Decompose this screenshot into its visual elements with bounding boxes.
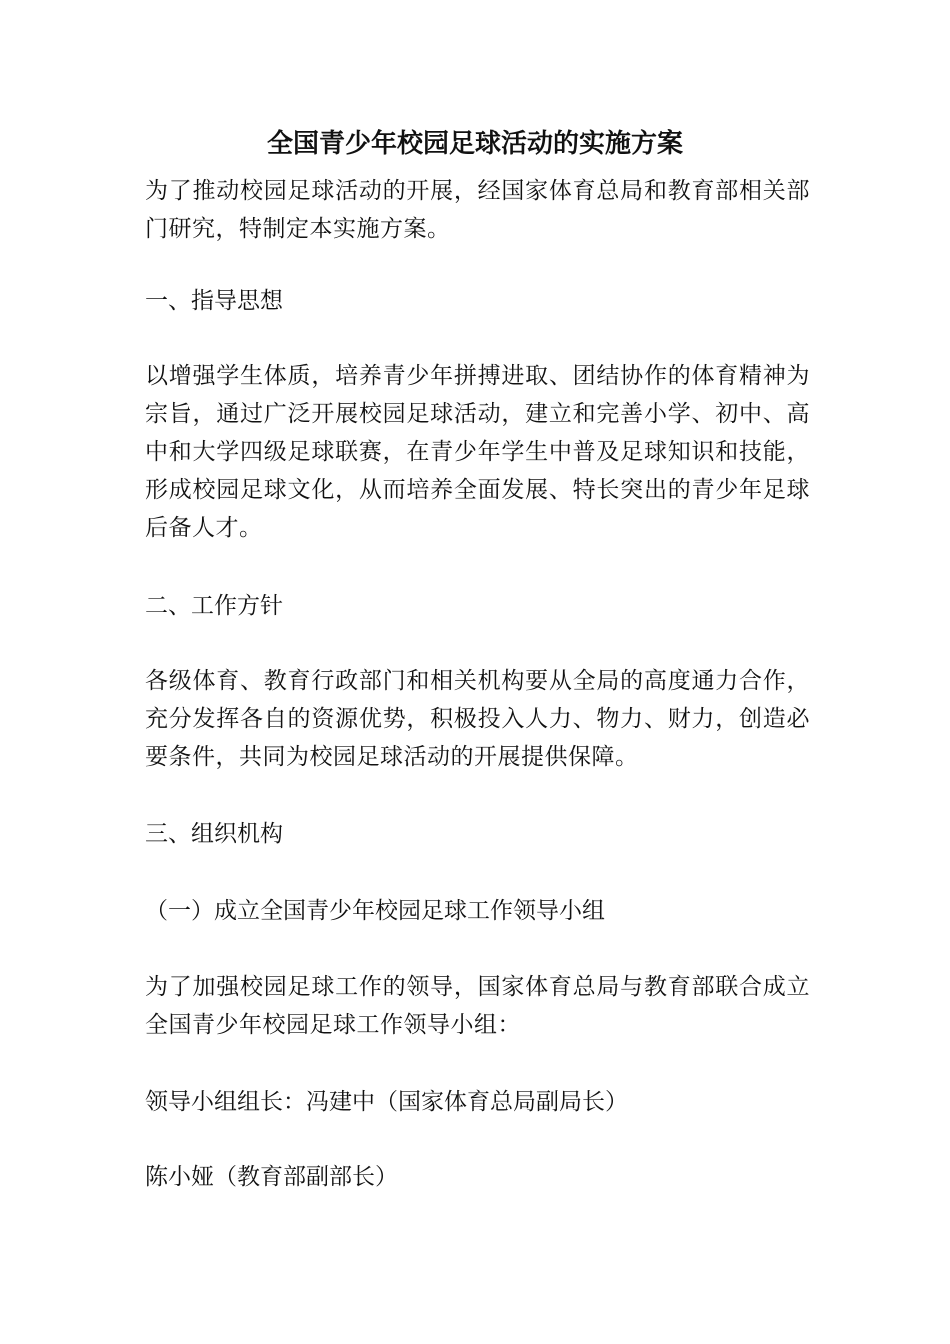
section-heading-organization: 三、组织机构 bbox=[145, 821, 283, 847]
leader-line: 领导小组组长：冯建中（国家体育总局副局长） bbox=[145, 1089, 628, 1115]
document-title: 全国青少年校园足球活动的实施方案 bbox=[266, 129, 683, 159]
section-body-work-policy: 各级体育、教育行政部门和相关机构要从全局的高度通力合作，充分发挥各自的资源优势，积极投入人力、物力、财力，创造必要条件，共同为校园足球活动的开展提供保障。 bbox=[145, 668, 810, 770]
section-heading-work-policy: 二、工作方针 bbox=[145, 593, 283, 619]
intro-paragraph: 为了推动校园足球活动的开展，经国家体育总局和教育部相关部门研究，特制定本实施方案。 bbox=[145, 178, 810, 242]
section-heading-guiding-thought: 一、指导思想 bbox=[145, 288, 283, 314]
subsection-body-leading-group: 为了加强校园足球工作的领导，国家体育总局与教育部联合成立全国青少年校园足球工作领导小组： bbox=[145, 974, 810, 1038]
deputy-line: 陈小娅（教育部副部长） bbox=[145, 1164, 398, 1190]
subsection-heading-leading-group: （一）成立全国青少年校园足球工作领导小组 bbox=[145, 898, 605, 924]
section-body-guiding-thought: 以增强学生体质，培养青少年拼搏进取、团结协作的体育精神为宗旨，通过广泛开展校园足球活动，建立和完善小学、初中、高中和大学四级足球联赛，在青少年学生中普及足球知识和技能，形成校园足球文化，从而培养全面发展、特长突出的青少年足球后备人才。 bbox=[145, 363, 810, 541]
